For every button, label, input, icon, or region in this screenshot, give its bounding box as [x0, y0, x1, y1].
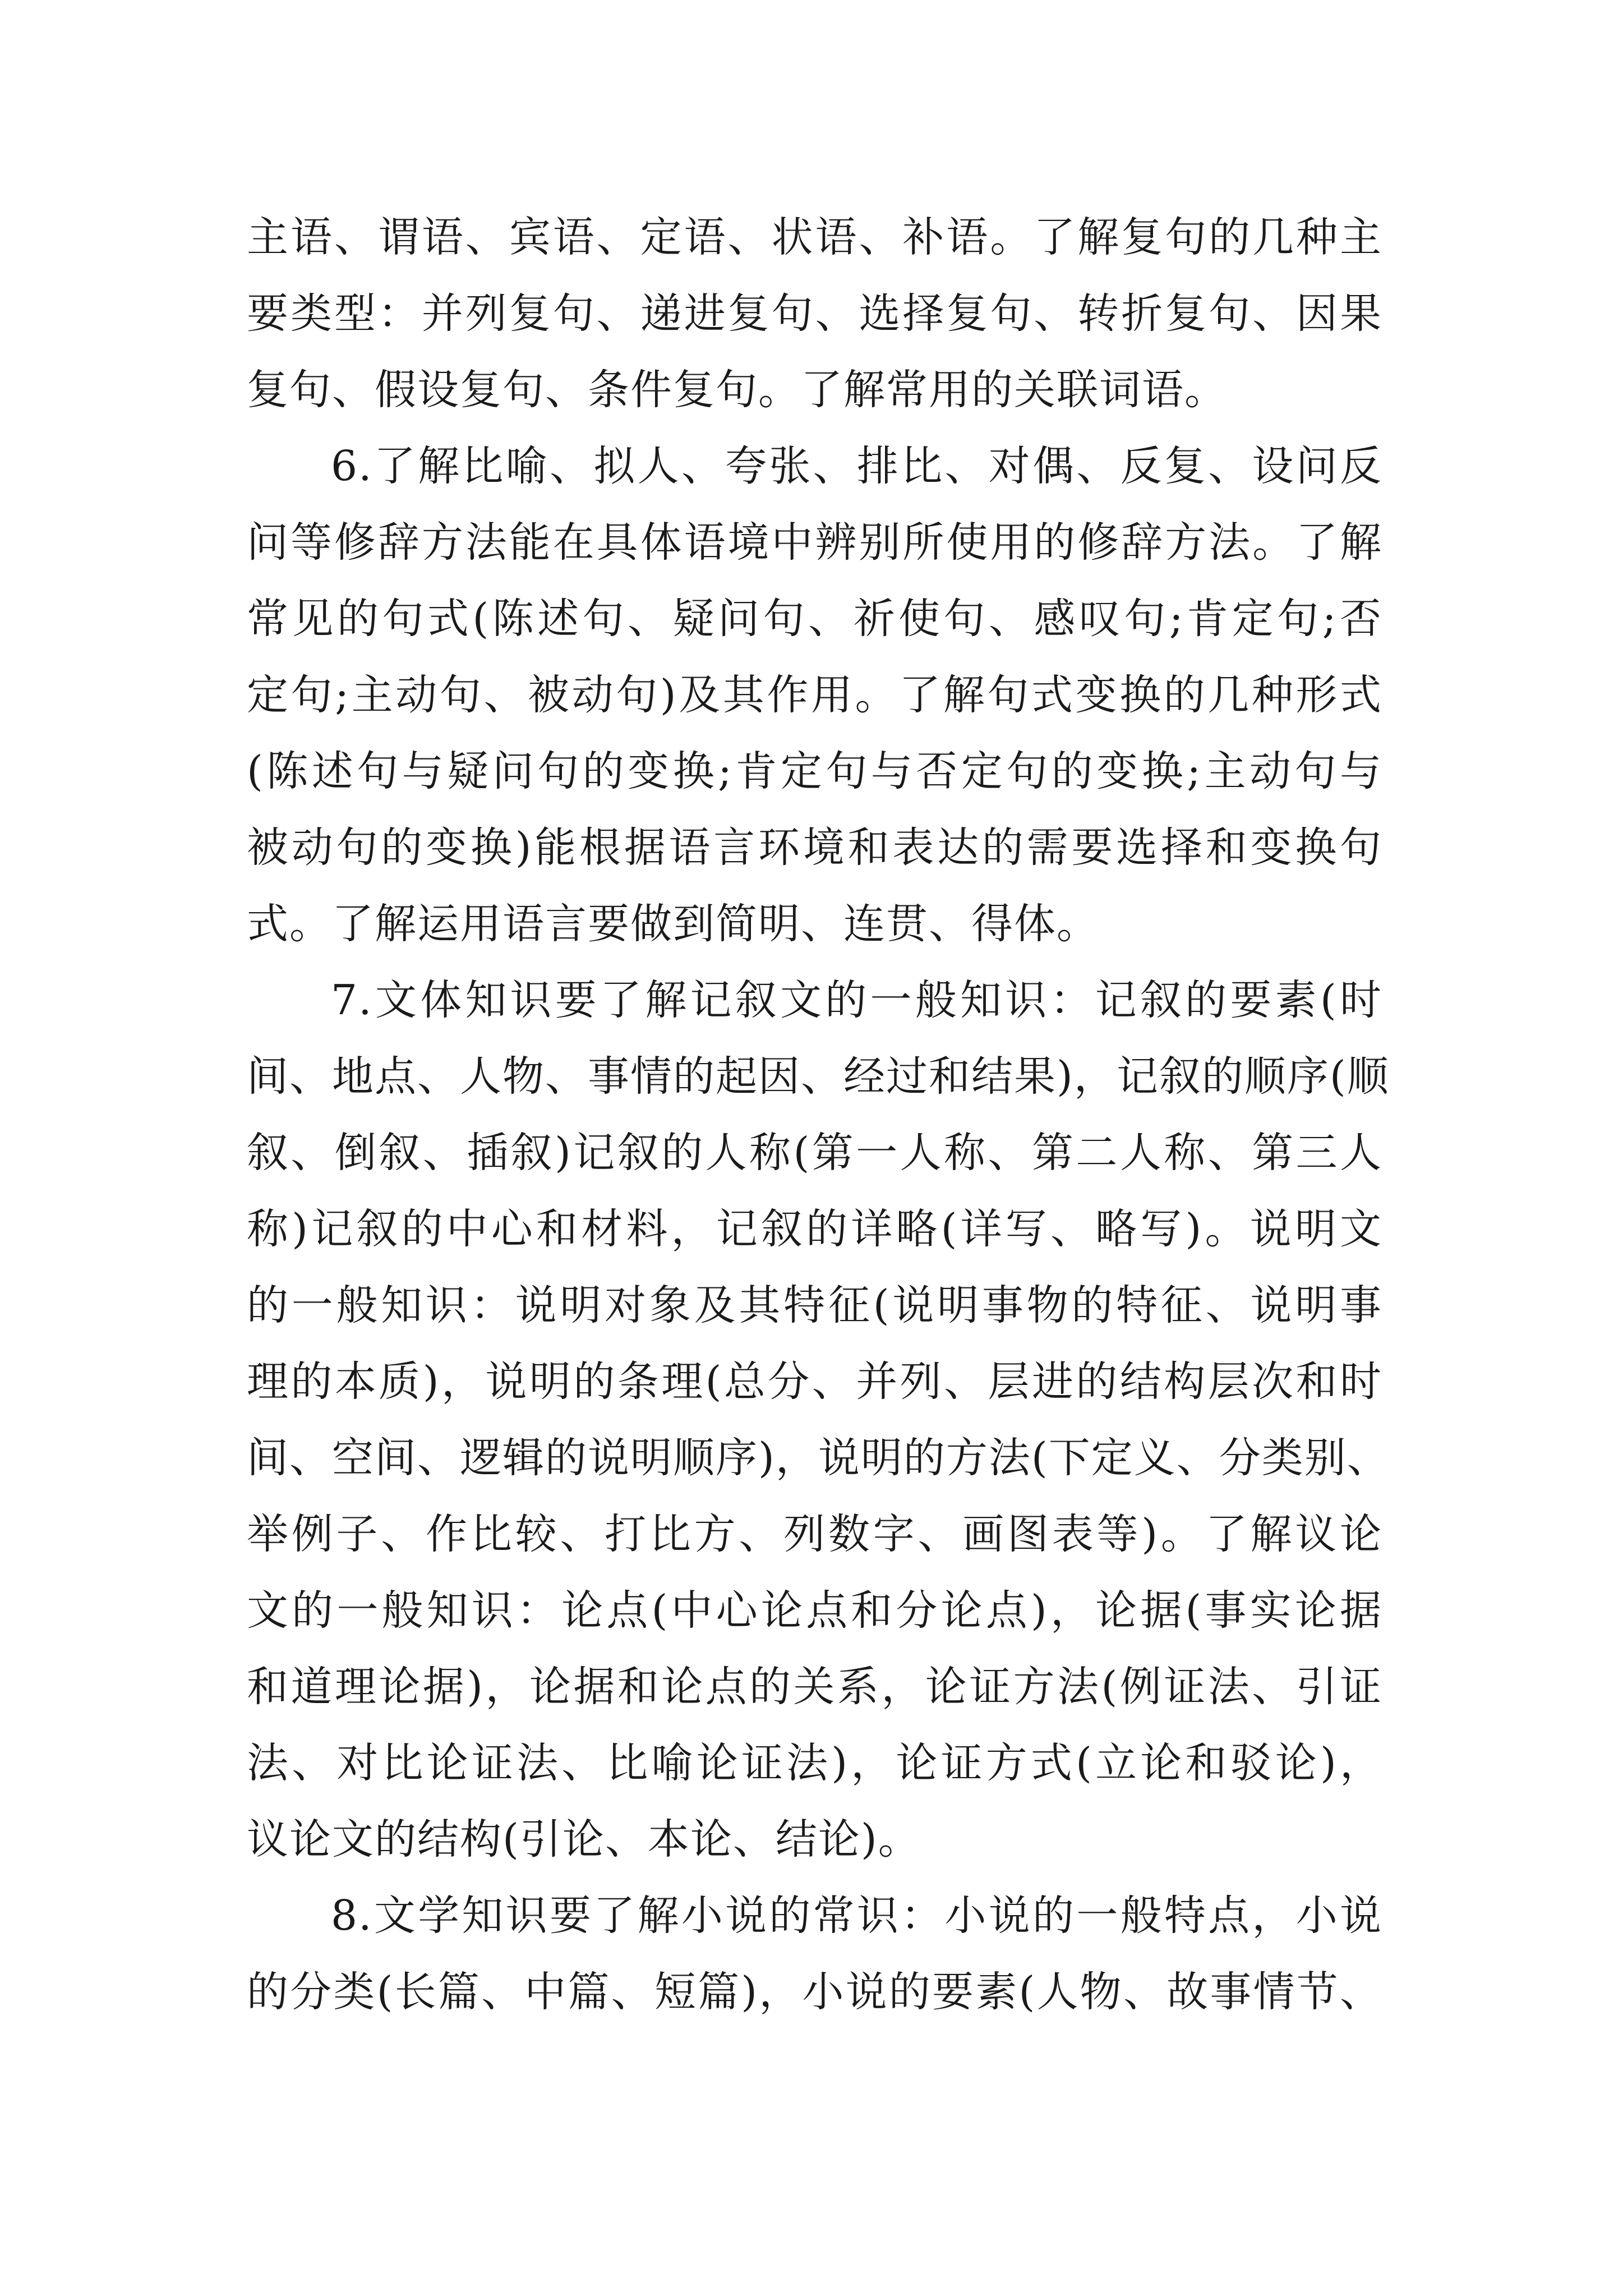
text-line: 理的本质)，说明的条理(总分、并列、层进的结构层次和时 [247, 1358, 1382, 1406]
text-line: 议论文的结构(引论、本论、结论)。 [247, 1815, 921, 1864]
text-line: 问等修辞方法能在具体语境中辨别所使用的修辞方法。了解 [247, 518, 1382, 567]
text-line: 主语、谓语、宾语、定语、状语、补语。了解复句的几种主 [247, 213, 1382, 261]
text-line: 举例子、作比较、打比方、列数字、画图表等)。了解议论 [247, 1510, 1382, 1558]
text-line: 要类型：并列复句、递进复句、选择复句、转折复句、因果 [247, 289, 1382, 338]
text-line: 6.了解比喻、拟人、夸张、排比、对偶、反复、设问反 [331, 442, 1382, 490]
text-line: 被动句的变换)能根据语言环境和表达的需要选择和变换句 [247, 823, 1382, 872]
text-line: 7.文体知识要了解记叙文的一般知识：记叙的要素(时 [331, 976, 1382, 1024]
body-text [247, 199, 1390, 2030]
text-line: 的一般知识：说明对象及其特征(说明事物的特征、说明事 [247, 1281, 1382, 1329]
text-line: 和道理论据)，论据和论点的关系，论证方法(例证法、引证 [247, 1663, 1382, 1711]
text-line: 8.文学知识要了解小说的常识：小说的一般特点，小说 [331, 1892, 1382, 1940]
text-line: 间、地点、人物、事情的起因、经过和结果)，记叙的顺序(顺 [247, 1052, 1390, 1101]
text-line: (陈述句与疑问句的变换;肯定句与否定句的变换;主动句与 [247, 747, 1382, 795]
text-line: 式。了解运用语言要做到简明、连贯、得体。 [247, 900, 1099, 948]
text-line: 间、空间、逻辑的说明顺序)，说明的方法(下定义、分类别、 [247, 1434, 1390, 1482]
text-line: 称)记叙的中心和材料，记叙的详略(详写、略写)。说明文 [247, 1205, 1382, 1253]
text-line: 定句;主动句、被动句)及其作用。了解句式变换的几种形式 [247, 671, 1382, 719]
text-line: 文的一般知识：论点(中心论点和分论点)，论据(事实论据 [247, 1586, 1382, 1635]
text-line: 法、对比论证法、比喻论证法)，论证方式(立论和驳论)， [247, 1739, 1382, 1787]
text-line: 常见的句式(陈述句、疑问句、祈使句、感叹句;肯定句;否 [247, 595, 1382, 643]
text-line: 复句、假设复句、条件复句。了解常用的关联词语。 [247, 366, 1227, 414]
text-line: 的分类(长篇、中篇、短篇)，小说的要素(人物、故事情节、 [247, 1968, 1382, 2016]
text-line: 叙、倒叙、插叙)记叙的人称(第一人称、第二人称、第三人 [247, 1129, 1382, 1177]
